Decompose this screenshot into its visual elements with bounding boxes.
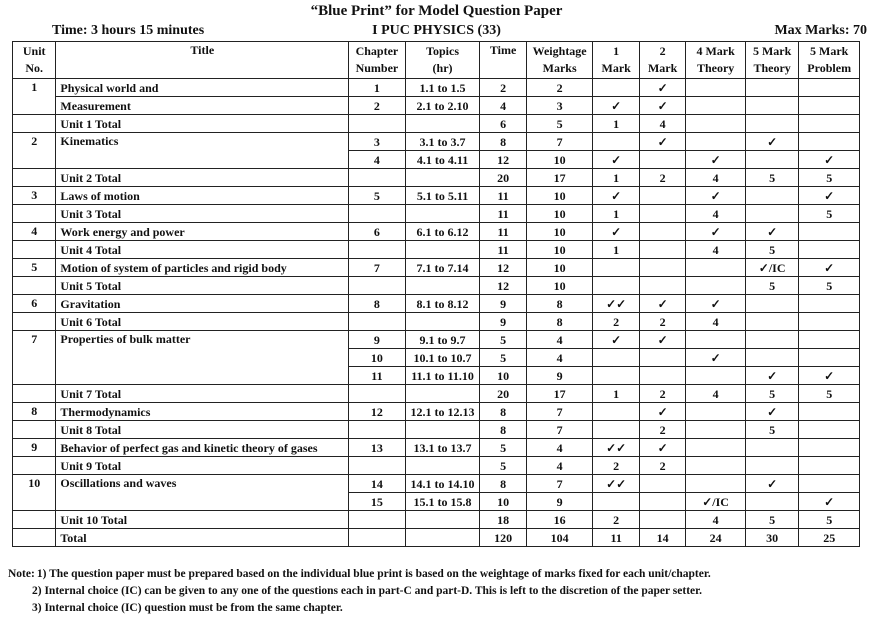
table-row bbox=[13, 295, 860, 313]
unit-number: 8 bbox=[13, 403, 56, 421]
unit-total-label: Unit 7 Total bbox=[56, 385, 349, 403]
table-row bbox=[13, 439, 860, 457]
mark-4-theory: 4 bbox=[686, 169, 746, 187]
unit-total-label: Unit 8 Total bbox=[56, 421, 349, 439]
weightage: 10 bbox=[526, 223, 593, 241]
mark-2 bbox=[639, 241, 685, 259]
mark-5-theory bbox=[745, 331, 799, 349]
mark-5-problem bbox=[799, 421, 860, 439]
grand-total-row bbox=[13, 529, 860, 547]
weightage: 9 bbox=[526, 493, 593, 511]
mark-2: ✓ bbox=[639, 97, 685, 115]
weightage: 8 bbox=[526, 295, 593, 313]
table-row bbox=[13, 259, 860, 277]
mark-1 bbox=[593, 349, 639, 367]
mark-5-problem bbox=[799, 331, 860, 349]
unit-number: 4 bbox=[13, 223, 56, 241]
topics: 1.1 to 1.5 bbox=[405, 79, 480, 97]
table-row bbox=[13, 403, 860, 421]
mark-5-theory: ✓ bbox=[745, 223, 799, 241]
mark-4-theory bbox=[686, 439, 746, 457]
weightage: 7 bbox=[526, 421, 593, 439]
mark-2: 2 bbox=[639, 313, 685, 331]
mark-4-theory: ✓ bbox=[686, 151, 746, 169]
unit-title: Kinematics bbox=[56, 133, 349, 169]
time: 10 bbox=[480, 367, 526, 385]
mark-4-theory bbox=[686, 133, 746, 151]
topics: 10.1 to 10.7 bbox=[405, 349, 480, 367]
mark-5-theory bbox=[745, 457, 799, 475]
unit-number: 6 bbox=[13, 295, 56, 313]
mark-1: ✓✓ bbox=[593, 439, 639, 457]
header-2-mark: 2 Mark bbox=[639, 42, 685, 79]
mark-1: 1 bbox=[593, 241, 639, 259]
mark-5-theory: 5 bbox=[745, 421, 799, 439]
chapter-number: 12 bbox=[349, 403, 406, 421]
topics: 13.1 to 13.7 bbox=[405, 439, 480, 457]
mark-1: 11 bbox=[593, 529, 639, 547]
mark-4-theory bbox=[686, 115, 746, 133]
mark-2: 2 bbox=[639, 457, 685, 475]
header-topics: Topics (hr) bbox=[405, 42, 480, 79]
note-label: Note: bbox=[8, 568, 35, 580]
header-time: Time bbox=[480, 42, 526, 79]
table-row bbox=[13, 475, 860, 493]
mark-1 bbox=[593, 277, 639, 295]
mark-5-theory bbox=[745, 439, 799, 457]
weightage: 4 bbox=[526, 457, 593, 475]
table-row bbox=[13, 187, 860, 205]
unit-total-label: Unit 2 Total bbox=[56, 169, 349, 187]
chapter-number: 5 bbox=[349, 187, 406, 205]
mark-5-problem bbox=[799, 223, 860, 241]
chapter-number: 6 bbox=[349, 223, 406, 241]
time: 11 bbox=[480, 223, 526, 241]
unit-number: 10 bbox=[13, 475, 56, 511]
unit-number: 5 bbox=[13, 259, 56, 277]
weightage: 8 bbox=[526, 313, 593, 331]
chapter-number: 8 bbox=[349, 295, 406, 313]
mark-5-problem: 5 bbox=[799, 277, 860, 295]
unit-number: 7 bbox=[13, 331, 56, 385]
topics: 7.1 to 7.14 bbox=[405, 259, 480, 277]
header-weightage: Weightage Marks bbox=[526, 42, 593, 79]
topics: 8.1 to 8.12 bbox=[405, 295, 480, 313]
time: 11 bbox=[480, 241, 526, 259]
mark-4-theory: 4 bbox=[686, 241, 746, 259]
mark-1: 1 bbox=[593, 115, 639, 133]
mark-1 bbox=[593, 421, 639, 439]
mark-5-problem: 5 bbox=[799, 205, 860, 223]
mark-2 bbox=[639, 511, 685, 529]
mark-2 bbox=[639, 277, 685, 295]
mark-5-theory: ✓ bbox=[745, 475, 799, 493]
mark-4-theory bbox=[686, 367, 746, 385]
time: 8 bbox=[480, 475, 526, 493]
mark-1: ✓✓ bbox=[593, 475, 639, 493]
mark-2: 2 bbox=[639, 169, 685, 187]
mark-2: ✓ bbox=[639, 79, 685, 97]
mark-5-problem: 25 bbox=[799, 529, 860, 547]
time: 5 bbox=[480, 349, 526, 367]
time: 4 bbox=[480, 97, 526, 115]
mark-2 bbox=[639, 367, 685, 385]
topics: 14.1 to 14.10 bbox=[405, 475, 480, 493]
mark-5-problem bbox=[799, 133, 860, 151]
chapter-number: 2 bbox=[349, 97, 406, 115]
mark-5-theory bbox=[745, 187, 799, 205]
time: 18 bbox=[480, 511, 526, 529]
mark-1: 2 bbox=[593, 313, 639, 331]
weightage: 10 bbox=[526, 187, 593, 205]
time: 12 bbox=[480, 277, 526, 295]
mark-1 bbox=[593, 79, 639, 97]
mark-5-problem bbox=[799, 349, 860, 367]
mark-2: 2 bbox=[639, 421, 685, 439]
mark-5-theory: ✓ bbox=[745, 133, 799, 151]
mark-5-problem bbox=[799, 295, 860, 313]
mark-4-theory: ✓ bbox=[686, 187, 746, 205]
unit-total-row bbox=[13, 511, 860, 529]
time: 8 bbox=[480, 403, 526, 421]
mark-2: ✓ bbox=[639, 403, 685, 421]
unit-title: Gravitation bbox=[56, 295, 349, 313]
max-marks-label: Max Marks: 70 bbox=[774, 23, 867, 38]
mark-1: ✓ bbox=[593, 223, 639, 241]
mark-2 bbox=[639, 349, 685, 367]
mark-2 bbox=[639, 223, 685, 241]
mark-4-theory: ✓ bbox=[686, 349, 746, 367]
unit-total-row bbox=[13, 169, 860, 187]
mark-5-problem: ✓ bbox=[799, 151, 860, 169]
table-row bbox=[13, 79, 860, 97]
topics: 15.1 to 15.8 bbox=[405, 493, 480, 511]
unit-number: 3 bbox=[13, 187, 56, 205]
chapter-number: 11 bbox=[349, 367, 406, 385]
mark-4-theory bbox=[686, 259, 746, 277]
unit-title: Laws of motion bbox=[56, 187, 349, 205]
chapter-number: 7 bbox=[349, 259, 406, 277]
mark-2: ✓ bbox=[639, 439, 685, 457]
time: 2 bbox=[480, 79, 526, 97]
topics: 3.1 to 3.7 bbox=[405, 133, 480, 151]
meta-row bbox=[0, 23, 873, 41]
mark-1: 1 bbox=[593, 385, 639, 403]
unit-total-row bbox=[13, 313, 860, 331]
chapter-number: 14 bbox=[349, 475, 406, 493]
weightage: 4 bbox=[526, 349, 593, 367]
mark-2 bbox=[639, 187, 685, 205]
mark-1 bbox=[593, 493, 639, 511]
mark-5-theory: ✓ bbox=[745, 367, 799, 385]
chapter-number: 3 bbox=[349, 133, 406, 151]
weightage: 10 bbox=[526, 259, 593, 277]
mark-5-theory bbox=[745, 205, 799, 223]
mark-5-problem bbox=[799, 457, 860, 475]
mark-2 bbox=[639, 259, 685, 277]
mark-1: 2 bbox=[593, 511, 639, 529]
mark-1: ✓ bbox=[593, 187, 639, 205]
unit-total-label: Unit 1 Total bbox=[56, 115, 349, 133]
mark-4-theory: ✓/IC bbox=[686, 493, 746, 511]
mark-5-theory: 5 bbox=[745, 511, 799, 529]
mark-5-theory: 5 bbox=[745, 277, 799, 295]
unit-title: Oscillations and waves bbox=[56, 475, 349, 511]
mark-2: ✓ bbox=[639, 331, 685, 349]
unit-number: 2 bbox=[13, 133, 56, 169]
mark-5-theory: ✓/IC bbox=[745, 259, 799, 277]
grand-total-label: Total bbox=[56, 529, 349, 547]
unit-title: Properties of bulk matter bbox=[56, 331, 349, 385]
mark-2: ✓ bbox=[639, 133, 685, 151]
weightage: 16 bbox=[526, 511, 593, 529]
mark-2: 2 bbox=[639, 385, 685, 403]
mark-5-problem: 5 bbox=[799, 169, 860, 187]
time: 8 bbox=[480, 133, 526, 151]
time: 11 bbox=[480, 187, 526, 205]
weightage: 4 bbox=[526, 331, 593, 349]
chapter-number: 13 bbox=[349, 439, 406, 457]
topics: 12.1 to 12.13 bbox=[405, 403, 480, 421]
unit-title: Measurement bbox=[56, 97, 349, 115]
weightage: 10 bbox=[526, 151, 593, 169]
mark-5-problem bbox=[799, 439, 860, 457]
mark-4-theory: ✓ bbox=[686, 295, 746, 313]
mark-4-theory: 4 bbox=[686, 205, 746, 223]
mark-5-problem bbox=[799, 475, 860, 493]
mark-2: ✓ bbox=[639, 295, 685, 313]
header-chapter: Chapter Number bbox=[349, 42, 406, 79]
mark-5-problem: ✓ bbox=[799, 259, 860, 277]
topics: 4.1 to 4.11 bbox=[405, 151, 480, 169]
unit-total-label: Unit 10 Total bbox=[56, 511, 349, 529]
mark-5-problem bbox=[799, 79, 860, 97]
topics: 6.1 to 6.12 bbox=[405, 223, 480, 241]
header-5-mark-problem: 5 Mark Problem bbox=[799, 42, 860, 79]
time: 8 bbox=[480, 421, 526, 439]
time: 9 bbox=[480, 295, 526, 313]
time: 11 bbox=[480, 205, 526, 223]
unit-total-row bbox=[13, 115, 860, 133]
mark-5-theory: ✓ bbox=[745, 403, 799, 421]
mark-5-theory: 30 bbox=[745, 529, 799, 547]
mark-5-theory: 5 bbox=[745, 169, 799, 187]
mark-1 bbox=[593, 259, 639, 277]
mark-5-problem: ✓ bbox=[799, 367, 860, 385]
unit-total-label: Unit 3 Total bbox=[56, 205, 349, 223]
mark-4-theory: ✓ bbox=[686, 223, 746, 241]
mark-4-theory bbox=[686, 475, 746, 493]
weightage: 9 bbox=[526, 367, 593, 385]
time: 12 bbox=[480, 151, 526, 169]
unit-title: Behavior of perfect gas and kinetic theory of gases bbox=[56, 439, 349, 457]
note-2: 2) Internal choice (IC) can be given to any one of the questions each in part-C and part-D. This is left to the discretion of the paper setter. bbox=[32, 585, 703, 597]
mark-5-theory bbox=[745, 349, 799, 367]
topics: 9.1 to 9.7 bbox=[405, 331, 480, 349]
mark-1: 1 bbox=[593, 169, 639, 187]
note-3: 3) Internal choice (IC) question must be from the same chapter. bbox=[32, 602, 343, 614]
topics: 11.1 to 11.10 bbox=[405, 367, 480, 385]
unit-title: Thermodynamics bbox=[56, 403, 349, 421]
unit-total-row bbox=[13, 277, 860, 295]
table-row bbox=[13, 223, 860, 241]
chapter-number: 4 bbox=[349, 151, 406, 169]
header-4-mark-theory: 4 Mark Theory bbox=[686, 42, 746, 79]
mark-1 bbox=[593, 403, 639, 421]
weightage: 104 bbox=[526, 529, 593, 547]
unit-total-label: Unit 9 Total bbox=[56, 457, 349, 475]
notes-section bbox=[8, 566, 711, 617]
mark-1: ✓ bbox=[593, 331, 639, 349]
mark-4-theory bbox=[686, 421, 746, 439]
mark-5-problem: ✓ bbox=[799, 493, 860, 511]
mark-2 bbox=[639, 493, 685, 511]
weightage: 10 bbox=[526, 241, 593, 259]
weightage: 7 bbox=[526, 403, 593, 421]
mark-5-theory bbox=[745, 115, 799, 133]
mark-2 bbox=[639, 475, 685, 493]
unit-total-row bbox=[13, 385, 860, 403]
mark-4-theory bbox=[686, 403, 746, 421]
mark-5-theory bbox=[745, 97, 799, 115]
weightage: 17 bbox=[526, 385, 593, 403]
blueprint-table bbox=[12, 41, 860, 547]
mark-4-theory bbox=[686, 277, 746, 295]
mark-5-problem bbox=[799, 97, 860, 115]
unit-total-row bbox=[13, 457, 860, 475]
mark-1 bbox=[593, 367, 639, 385]
time: 5 bbox=[480, 331, 526, 349]
unit-total-row bbox=[13, 241, 860, 259]
weightage: 2 bbox=[526, 79, 593, 97]
time: 20 bbox=[480, 169, 526, 187]
time: 120 bbox=[480, 529, 526, 547]
header-5-mark-theory: 5 Mark Theory bbox=[745, 42, 799, 79]
mark-2: 4 bbox=[639, 115, 685, 133]
mark-5-theory: 5 bbox=[745, 241, 799, 259]
unit-total-label: Unit 5 Total bbox=[56, 277, 349, 295]
header-row bbox=[13, 42, 860, 79]
time: 5 bbox=[480, 439, 526, 457]
table-row bbox=[13, 97, 860, 115]
time: 20 bbox=[480, 385, 526, 403]
mark-2 bbox=[639, 205, 685, 223]
topics: 5.1 to 5.11 bbox=[405, 187, 480, 205]
mark-4-theory: 24 bbox=[686, 529, 746, 547]
weightage: 10 bbox=[526, 205, 593, 223]
mark-5-theory bbox=[745, 79, 799, 97]
unit-total-label: Unit 4 Total bbox=[56, 241, 349, 259]
mark-5-problem: 5 bbox=[799, 511, 860, 529]
weightage: 5 bbox=[526, 115, 593, 133]
mark-4-theory bbox=[686, 79, 746, 97]
unit-number: 1 bbox=[13, 79, 56, 115]
mark-4-theory: 4 bbox=[686, 385, 746, 403]
mark-4-theory bbox=[686, 457, 746, 475]
mark-5-problem bbox=[799, 313, 860, 331]
mark-1: ✓ bbox=[593, 151, 639, 169]
mark-5-theory: 5 bbox=[745, 385, 799, 403]
mark-5-problem: ✓ bbox=[799, 187, 860, 205]
time: 10 bbox=[480, 493, 526, 511]
mark-5-problem bbox=[799, 115, 860, 133]
mark-5-problem bbox=[799, 403, 860, 421]
mark-5-theory bbox=[745, 151, 799, 169]
weightage: 3 bbox=[526, 97, 593, 115]
mark-5-theory bbox=[745, 493, 799, 511]
unit-total-row bbox=[13, 205, 860, 223]
note-1: Note: 1) The question paper must be prepared based on the individual blue print is based on the weightage of marks fixed for each unit/chapter. bbox=[8, 566, 711, 583]
unit-title: Motion of system of particles and rigid body bbox=[56, 259, 349, 277]
chapter-number: 1 bbox=[349, 79, 406, 97]
mark-1: 2 bbox=[593, 457, 639, 475]
header-1-mark: 1 Mark bbox=[593, 42, 639, 79]
mark-1: ✓✓ bbox=[593, 295, 639, 313]
weightage: 17 bbox=[526, 169, 593, 187]
chapter-number: 15 bbox=[349, 493, 406, 511]
unit-title: Work energy and power bbox=[56, 223, 349, 241]
mark-4-theory bbox=[686, 331, 746, 349]
weightage: 7 bbox=[526, 475, 593, 493]
mark-4-theory: 4 bbox=[686, 313, 746, 331]
weightage: 7 bbox=[526, 133, 593, 151]
time: 9 bbox=[480, 313, 526, 331]
mark-5-theory bbox=[745, 313, 799, 331]
table-row bbox=[13, 133, 860, 151]
mark-5-problem: 5 bbox=[799, 385, 860, 403]
time: 5 bbox=[480, 457, 526, 475]
time: 12 bbox=[480, 259, 526, 277]
mark-1 bbox=[593, 133, 639, 151]
weightage: 4 bbox=[526, 439, 593, 457]
unit-number: 9 bbox=[13, 439, 56, 457]
weightage: 10 bbox=[526, 277, 593, 295]
page-title: “Blue Print” for Model Question Paper bbox=[310, 3, 563, 19]
subject-label: I PUC PHYSICS (33) bbox=[372, 23, 501, 38]
mark-1: 1 bbox=[593, 205, 639, 223]
table-row bbox=[13, 331, 860, 349]
mark-4-theory bbox=[686, 97, 746, 115]
topics: 2.1 to 2.10 bbox=[405, 97, 480, 115]
mark-2: 14 bbox=[639, 529, 685, 547]
unit-total-row bbox=[13, 421, 860, 439]
header-unit: Unit No. bbox=[13, 42, 56, 79]
mark-2 bbox=[639, 151, 685, 169]
time: 6 bbox=[480, 115, 526, 133]
mark-5-theory bbox=[745, 295, 799, 313]
chapter-number: 9 bbox=[349, 331, 406, 349]
mark-1: ✓ bbox=[593, 97, 639, 115]
unit-title: Physical world and bbox=[56, 79, 349, 97]
header-title: Title bbox=[56, 42, 349, 79]
mark-5-problem bbox=[799, 241, 860, 259]
chapter-number: 10 bbox=[349, 349, 406, 367]
time-label: Time: 3 hours 15 minutes bbox=[52, 23, 205, 38]
unit-total-label: Unit 6 Total bbox=[56, 313, 349, 331]
mark-4-theory: 4 bbox=[686, 511, 746, 529]
